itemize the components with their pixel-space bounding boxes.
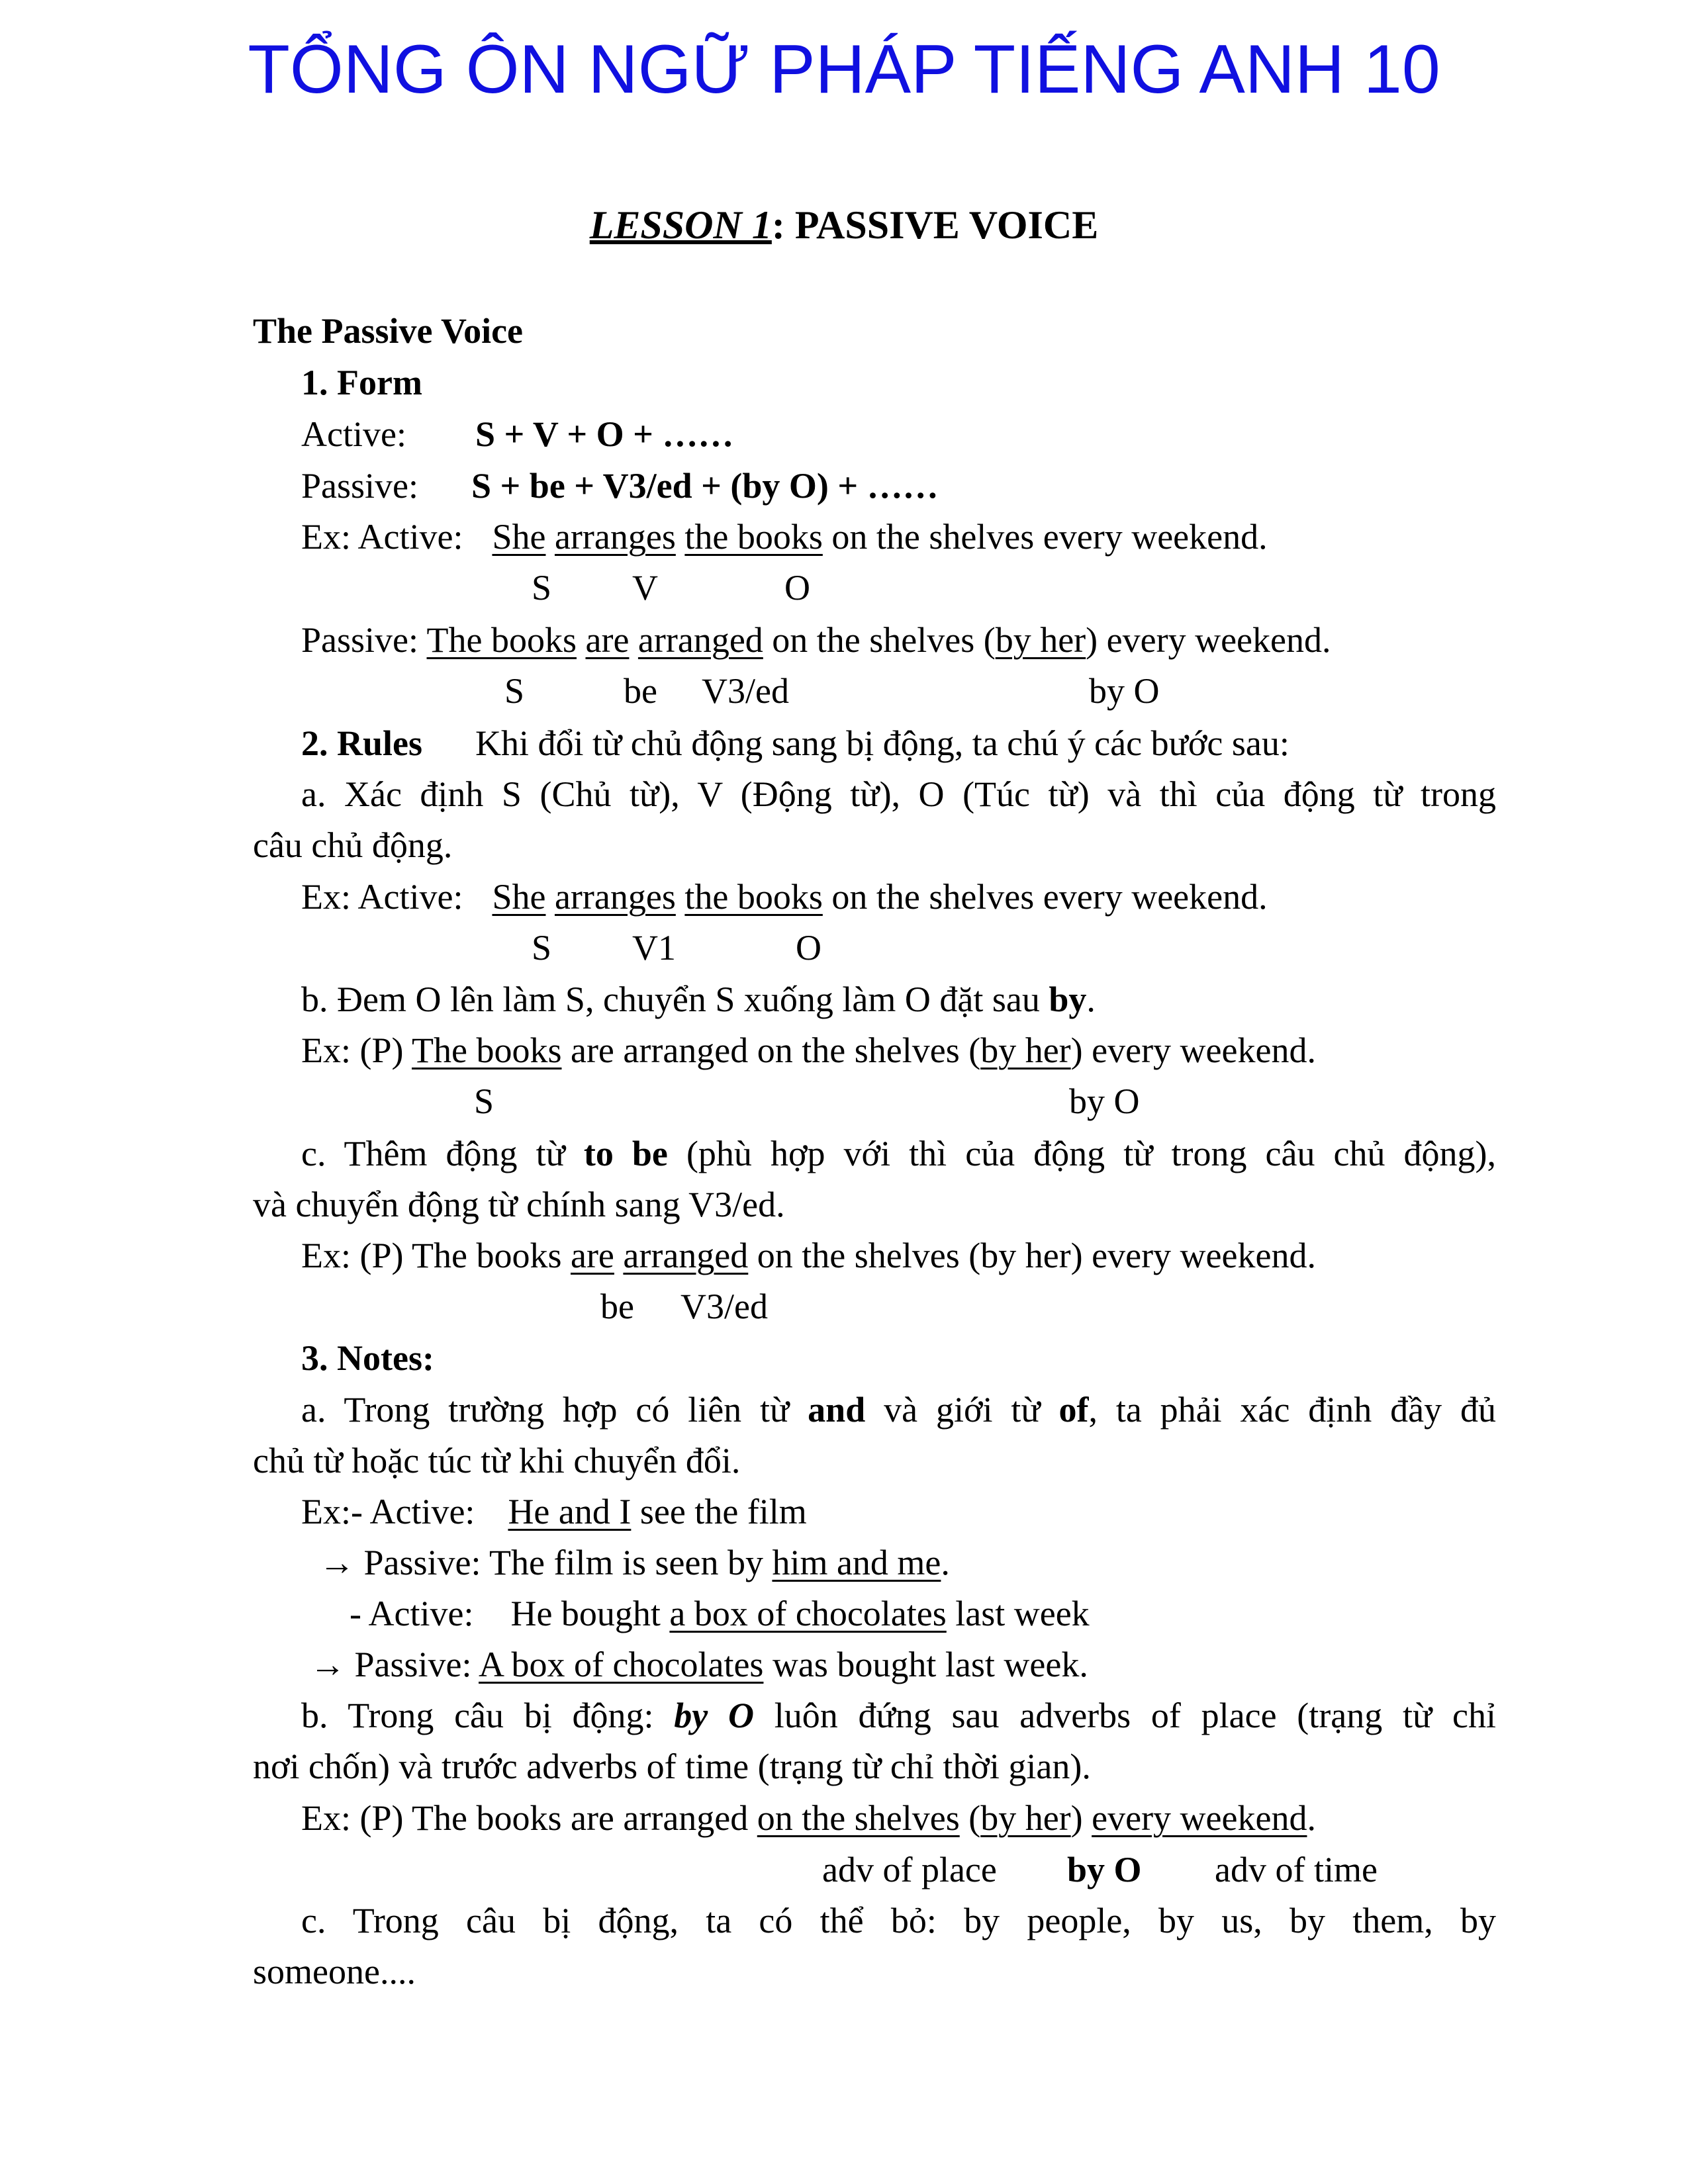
mark-v3: V3/ed — [702, 671, 789, 711]
rule-b-line: b. Đem O lên làm S, chuyển S xuống làm O đặt sau by. — [301, 979, 1096, 1019]
rule-a-line1: a. Xác định S (Chủ từ), V (Động từ), O (Túc từ) và thì của động từ trong — [301, 774, 1496, 814]
note-b-line2: nơi chốn) và trước adverbs of time (trạng từ chỉ thời gian). — [253, 1747, 1091, 1786]
note-a-ex1-active: Ex:- Active: He and I see the film — [301, 1492, 807, 1531]
form-example-active: Ex: Active: She arranges the books on the shelves every weekend. — [301, 517, 1268, 557]
passive-formula: S + be + V3/ed + (by O) + …… — [471, 466, 939, 506]
rules-heading: 2. Rules — [301, 723, 423, 763]
note-c-line2: someone.... — [253, 1952, 416, 1991]
mark-be: be — [624, 671, 657, 711]
mark-o: O — [784, 568, 810, 608]
passive-label: Passive: — [301, 466, 419, 506]
mark-by-o: by O — [1067, 1850, 1142, 1889]
mark-adv-place: adv of place — [822, 1850, 997, 1889]
mark-o: O — [796, 928, 821, 968]
rule-a-example: Ex: Active: She arranges the books on the shelves every weekend. — [301, 877, 1268, 917]
arrow-right-icon: → — [310, 1645, 346, 1684]
rule-a-line2: câu chủ động. — [253, 825, 453, 865]
mark-s: S — [504, 671, 525, 711]
page-title: TỔNG ÔN NGỮ PHÁP TIẾNG ANH 10 — [248, 31, 1440, 108]
mark-by-o: by O — [1069, 1081, 1140, 1121]
note-a-ex2-passive: → Passive: A box of chocolates was bought last week. — [310, 1645, 1088, 1684]
mark-v: V — [632, 568, 658, 608]
mark-s: S — [532, 568, 552, 608]
form-example-passive: Passive: The books are arranged on the shelves (by her) every weekend. — [301, 620, 1331, 660]
mark-v1: V1 — [632, 928, 676, 968]
note-a-line1: a. Trong trường hợp có liên từ and và giới từ of, ta phải xác định đầy đủ — [301, 1390, 1496, 1430]
active-formula: S + V + O + …… — [475, 414, 734, 454]
note-a-line2: chủ từ hoặc túc từ khi chuyển đổi. — [253, 1441, 741, 1480]
mark-adv-time: adv of time — [1215, 1850, 1378, 1889]
mark-by-o: by O — [1089, 671, 1160, 711]
rule-c-example: Ex: (P) The books are arranged on the shelves (by her) every weekend. — [301, 1236, 1316, 1275]
mark-be: be — [600, 1287, 634, 1326]
note-b-example: Ex: (P) The books are arranged on the shelves (by her) every weekend. — [301, 1798, 1316, 1838]
rules-intro: Khi đổi từ chủ động sang bị động, ta chú ý các bước sau: — [475, 723, 1289, 763]
rule-c-line2: và chuyển động từ chính sang V3/ed. — [253, 1185, 785, 1224]
mark-s: S — [474, 1081, 494, 1121]
note-c-line1: c. Trong câu bị động, ta có thể bỏ: by people, by us, by them, by — [301, 1901, 1496, 1940]
notes-heading: 3. Notes: — [301, 1338, 434, 1378]
lesson-topic: PASSIVE VOICE — [794, 203, 1099, 247]
mark-s: S — [532, 928, 552, 968]
active-label: Active: — [301, 414, 406, 454]
note-a-ex2-active: - Active: He bought a box of chocolates last week — [350, 1594, 1090, 1633]
arrow-right-icon: → — [319, 1543, 355, 1582]
note-b-line1: b. Trong câu bị động: by O luôn đứng sau adverbs of place (trạng từ chỉ — [301, 1696, 1496, 1735]
lesson-number: LESSON 1 — [589, 203, 772, 247]
mark-v3: V3/ed — [680, 1287, 768, 1326]
lesson-title — [0, 199, 1688, 251]
note-a-ex1-passive: → Passive: The film is seen by him and me. — [319, 1543, 950, 1582]
lesson-separator: : — [771, 203, 795, 247]
rule-c-line1: c. Thêm động từ to be (phù hợp với thì của động từ trong câu chủ động), — [301, 1134, 1497, 1173]
rule-b-example: Ex: (P) The books are arranged on the shelves (by her) every weekend. — [301, 1030, 1316, 1070]
form-heading: 1. Form — [301, 363, 422, 402]
section-heading: The Passive Voice — [253, 311, 524, 351]
